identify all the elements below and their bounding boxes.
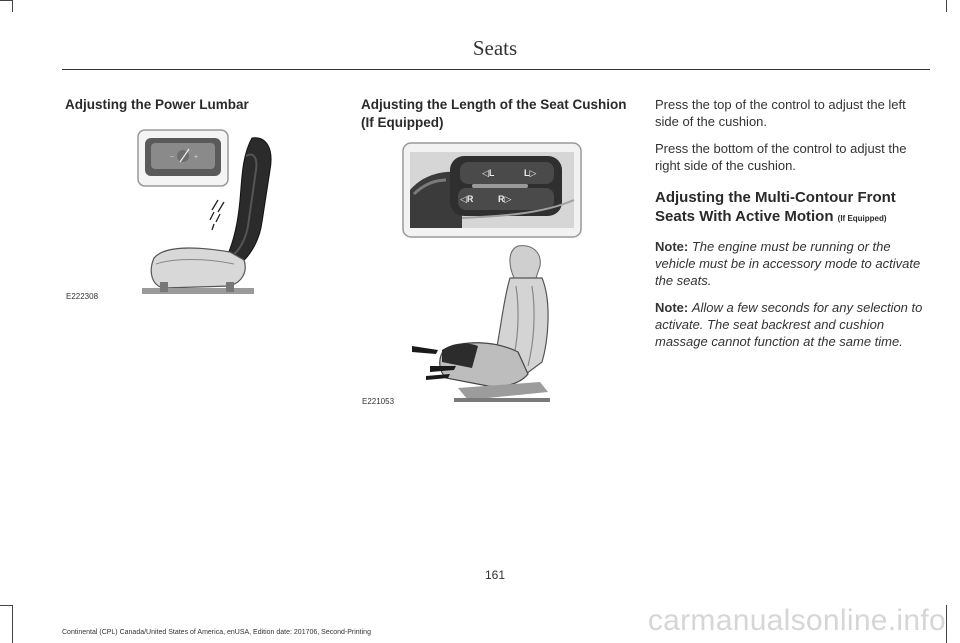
note-text: Allow a few seconds for any selection to activate. The seat backrest and cushion massage cannot function at the same time. bbox=[655, 300, 923, 349]
page-number: 161 bbox=[484, 568, 506, 582]
footer-edition: Continental (CPL) Canada/United States of America, enUSA, Edition date: 201706, Second-Printing bbox=[62, 629, 371, 636]
crop-mark bbox=[946, 0, 947, 12]
note bbox=[655, 238, 933, 289]
watermark: carmanualsonline.info bbox=[647, 604, 946, 637]
section-heading-multi-contour bbox=[655, 188, 933, 228]
crop-mark bbox=[946, 605, 947, 643]
page-title: Seats bbox=[472, 36, 518, 60]
header-divider bbox=[62, 69, 930, 70]
note bbox=[655, 299, 933, 350]
body-text: Press the bottom of the control to adjust the right side of the cushion. bbox=[655, 141, 907, 173]
control-label-right-down: R▷ bbox=[498, 194, 512, 204]
crop-mark bbox=[0, 605, 12, 606]
figure-code: E221053 bbox=[362, 397, 395, 406]
svg-text:+: + bbox=[194, 154, 199, 161]
heading-text: Adjusting the Multi-Contour Front Seats With Active Motion bbox=[655, 189, 896, 225]
column-3 bbox=[655, 96, 933, 360]
section-heading-power-lumbar: Adjusting the Power Lumbar bbox=[65, 97, 249, 112]
note-label: Note: bbox=[655, 239, 689, 254]
crop-mark bbox=[12, 605, 13, 643]
note-text: The engine must be running or the vehicle must be in accessory mode to activate the seats. bbox=[655, 239, 921, 288]
figure-code: E222308 bbox=[66, 292, 99, 301]
cushion-seat-figure bbox=[408, 242, 578, 408]
if-equipped-qualifier: (If Equipped) bbox=[837, 214, 887, 223]
section-heading-cushion-length: Adjusting the Length of the Seat Cushion (If Equipped) bbox=[361, 97, 627, 130]
crop-mark bbox=[12, 0, 13, 12]
power-lumbar-figure bbox=[134, 126, 282, 300]
control-label-left-up: ◁L bbox=[482, 168, 495, 178]
svg-text:−: − bbox=[170, 154, 175, 161]
control-label-right-up: L▷ bbox=[524, 168, 537, 178]
column-2 bbox=[361, 96, 629, 132]
control-label-left-down: ◁R bbox=[460, 194, 474, 204]
crop-mark bbox=[0, 0, 12, 1]
body-text: Press the top of the control to adjust the left side of the cushion. bbox=[655, 97, 906, 129]
cushion-control-inset bbox=[402, 142, 582, 238]
column-1 bbox=[65, 96, 330, 114]
note-label: Note: bbox=[655, 300, 689, 315]
